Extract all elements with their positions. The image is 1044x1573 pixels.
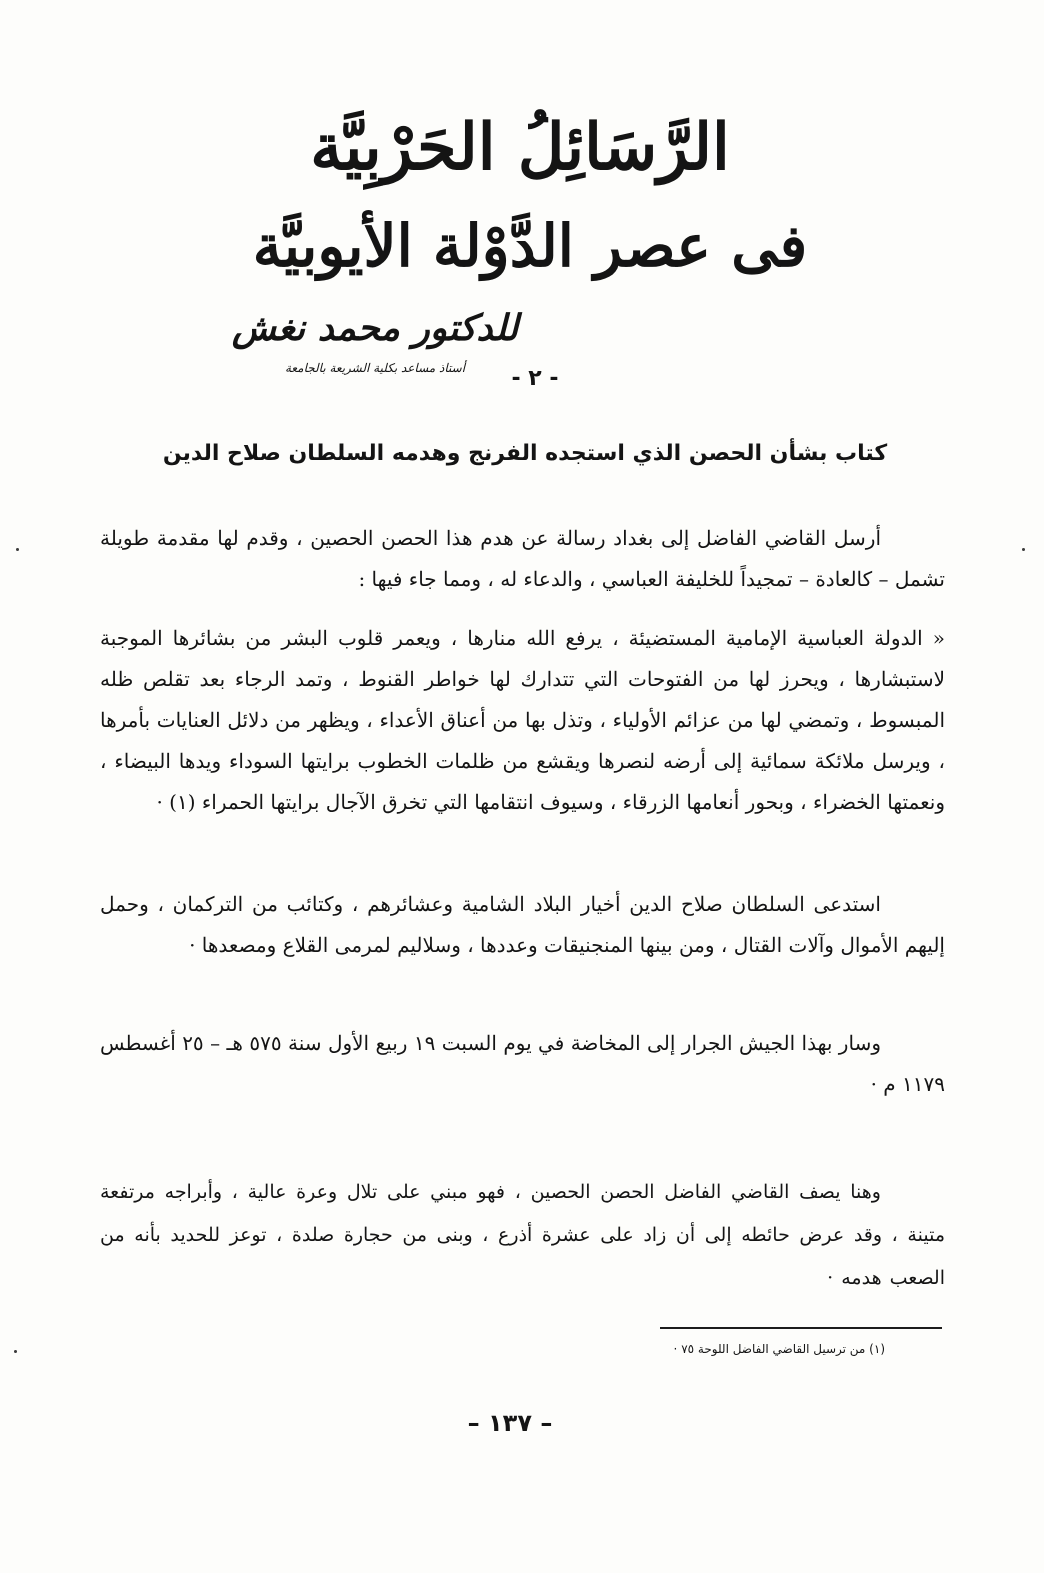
page-number: – ١٣٧ –	[467, 1409, 553, 1437]
scan-speck	[16, 548, 19, 551]
title-line-1: الرَّسَائِلُ الحَرْبِيَّة	[310, 110, 730, 185]
author-name: للدكتور محمد نغش	[231, 307, 519, 349]
scan-speck	[14, 1350, 17, 1353]
author-affiliation: أستاذ مساعد بكلية الشريعة بالجامعة	[284, 361, 466, 375]
footnote: (١) من ترسيل القاضي الفاضل اللوحة ٧٥ ·	[673, 1342, 885, 1356]
paragraph-march: وسار بهذا الجيش الجرار إلى المخاضة في يوم السبت ١٩ ربيع الأول سنة ٥٧٥ هـ – ٢٥ أغسطس ١١٧٩ م ·	[100, 1031, 945, 1096]
paragraph-intro: أرسل القاضي الفاضل إلى بغداد رسالة عن هدم هذا الحصن الحصين ، وقدم لها مقدمة طويلة تشمل – كالعادة – تمجيداً للخليفة العباسي ، والدعاء له ، ومما جاء فيها :	[100, 526, 945, 591]
footnote-divider	[660, 1327, 942, 1329]
paragraph-quote: « الدولة العباسية الإمامية المستضيئة ، يرفع الله منارها ، ويعمر قلوب البشر من بشائرها الموجبة لاستبشارها ، ويحرز لها من الفتوحات التي تتدارك لها خواطر القنوط ، وتمد الرجاء بعد تقلص ظله المبسوط ، وتمضي لها من عزائم الأولياء ، وتذل بها من أعناق الأعداء ، ويظهر من دلائل العنايات بأمرها ، ويرسل ملائكة سمائية إلى أرضه لنصرها ويقشع من ظلمات الخطوب برايتها السوداء ويدها البيضاء ، ونعمتها الخضراء ، وبحور أنعامها الزرقاء ، وسيوف انتقامها التي تخرق الآجال برايتها الحمراء (١) ·	[100, 626, 945, 814]
part-number: - ٢ -	[511, 366, 559, 391]
title-line-2: فى عصر الدَّوْلة الأيوبيَّة	[252, 212, 808, 280]
section-heading: كتاب بشأن الحصن الذي استجده الفرنج وهدمه السلطان صلاح الدين	[162, 441, 888, 466]
paragraph-fortress: وهنا يصف القاضي الفاضل الحصن الحصين ، فهو مبني على تلال وعرة عالية ، وأبراجه مرتفعة متينة ، وقد عرض حائطه إلى أن زاد على عشرة أذرع ، وبنى من حجارة صلدة ، توعز للحديد بأنه من الصعب هدمه ·	[100, 1181, 945, 1289]
paragraph-army: استدعى السلطان صلاح الدين أخيار البلاد الشامية وعشائرهم ، وكتائب من التركمان ، وحمل إليهم الأموال وآلات القتال ، ومن بينها المنجنيقات وعددها ، وسلاليم لمرمى القلاع ومصعدها ·	[100, 892, 945, 957]
scan-speck	[1022, 548, 1025, 551]
